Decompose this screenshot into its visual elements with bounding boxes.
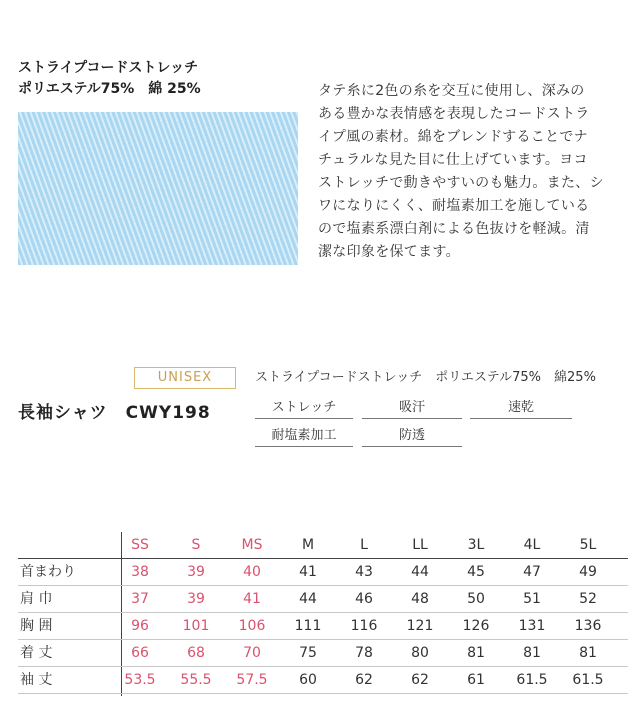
size-header-cell: 5L — [579, 537, 597, 553]
table-cell: 43 — [355, 564, 373, 580]
table-cell: 111 — [294, 618, 322, 634]
table-cell: 66 — [131, 645, 149, 661]
table-cell: 47 — [523, 564, 541, 580]
table-cell: 61.5 — [572, 672, 604, 688]
size-header-cell: M — [301, 537, 315, 553]
table-row — [18, 559, 628, 586]
row-label: 胸 囲 — [20, 618, 53, 634]
feature-tag: ストレッチ — [255, 396, 353, 419]
table-cell: 48 — [411, 591, 429, 607]
table-cell: 126 — [462, 618, 490, 634]
table-cell: 51 — [523, 591, 541, 607]
description-line: ので塩素系漂白剤による色抜けを軽減。清 — [318, 221, 590, 237]
size-header-cell: MS — [241, 537, 263, 553]
fabric-name: ストライプコードストレッチ — [18, 60, 199, 76]
table-row — [18, 667, 628, 694]
product-fabric-spec: ストライプコードストレッチ ポリエステル75% 綿25% — [255, 370, 596, 385]
table-cell: 78 — [355, 645, 373, 661]
table-cell: 49 — [579, 564, 597, 580]
row-label: 袖 丈 — [20, 672, 53, 688]
table-cell: 39 — [187, 591, 205, 607]
table-cell: 61.5 — [516, 672, 548, 688]
row-label: 着 丈 — [20, 645, 53, 661]
unisex-badge: UNISEX — [134, 367, 236, 389]
table-cell: 68 — [187, 645, 205, 661]
table-cell: 101 — [182, 618, 210, 634]
size-header-cell: L — [360, 537, 368, 553]
description-line: チュラルな見た目に仕上げています。ヨコ — [318, 152, 588, 168]
fabric-description — [318, 80, 626, 264]
size-header-cell: S — [191, 537, 201, 553]
table-row — [18, 613, 628, 640]
table-cell: 121 — [406, 618, 434, 634]
table-cell: 81 — [467, 645, 485, 661]
product-name: 長袖シャツ — [18, 403, 108, 423]
fabric-swatch-image — [18, 112, 298, 265]
table-cell: 53.5 — [124, 672, 156, 688]
size-header-row — [18, 532, 628, 559]
table-cell: 41 — [243, 591, 261, 607]
table-cell: 46 — [355, 591, 373, 607]
size-header-cell: LL — [412, 537, 428, 553]
size-header-cell: 4L — [523, 537, 541, 553]
table-cell: 70 — [243, 645, 261, 661]
table-cell: 41 — [299, 564, 317, 580]
table-cell: 37 — [131, 591, 149, 607]
row-label: 肩 巾 — [20, 591, 53, 607]
size-header-cell: 3L — [467, 537, 485, 553]
table-cell: 81 — [523, 645, 541, 661]
table-cell: 50 — [467, 591, 485, 607]
feature-tag: 防透 — [362, 424, 462, 447]
table-cell: 116 — [350, 618, 378, 634]
description-line: ワになりにくく、耐塩素加工を施している — [318, 198, 590, 214]
table-cell: 44 — [299, 591, 317, 607]
table-cell: 106 — [238, 618, 266, 634]
table-cell: 80 — [411, 645, 429, 661]
product-heading — [18, 398, 211, 423]
description-line: タテ糸に2色の糸を交互に使用し、深みの — [318, 83, 585, 99]
table-cell: 136 — [574, 618, 602, 634]
description-line: ある豊かな表情感を表現したコードストラ — [318, 106, 590, 122]
fabric-composition: ポリエステル75% 綿 25% — [18, 81, 201, 97]
table-cell: 52 — [579, 591, 597, 607]
table-cell: 75 — [299, 645, 317, 661]
table-cell: 62 — [355, 672, 373, 688]
table-cell: 131 — [518, 618, 546, 634]
table-cell: 45 — [467, 564, 485, 580]
product-code: CWY198 — [125, 403, 211, 423]
description-line: 潔な印象を保てます。 — [318, 244, 460, 260]
description-line: イプ風の素材。綿をブレンドすることでナ — [318, 129, 588, 145]
table-cell: 60 — [299, 672, 317, 688]
table-cell: 57.5 — [236, 672, 268, 688]
table-cell: 96 — [131, 618, 149, 634]
fabric-title — [18, 58, 201, 100]
table-cell: 55.5 — [180, 672, 212, 688]
table-cell: 61 — [467, 672, 485, 688]
table-row — [18, 640, 628, 667]
table-row — [18, 586, 628, 613]
table-cell: 38 — [131, 564, 149, 580]
table-cell: 40 — [243, 564, 261, 580]
table-cell: 62 — [411, 672, 429, 688]
table-cell: 81 — [579, 645, 597, 661]
row-label: 首まわり — [20, 564, 76, 580]
table-cell: 39 — [187, 564, 205, 580]
feature-tag: 吸汗 — [362, 396, 462, 419]
size-header-cell: SS — [131, 537, 149, 553]
table-cell: 44 — [411, 564, 429, 580]
feature-tag: 速乾 — [470, 396, 572, 419]
feature-tag: 耐塩素加工 — [255, 424, 353, 447]
description-line: ストレッチで動きやすいのも魅力。また、シ — [318, 175, 604, 191]
